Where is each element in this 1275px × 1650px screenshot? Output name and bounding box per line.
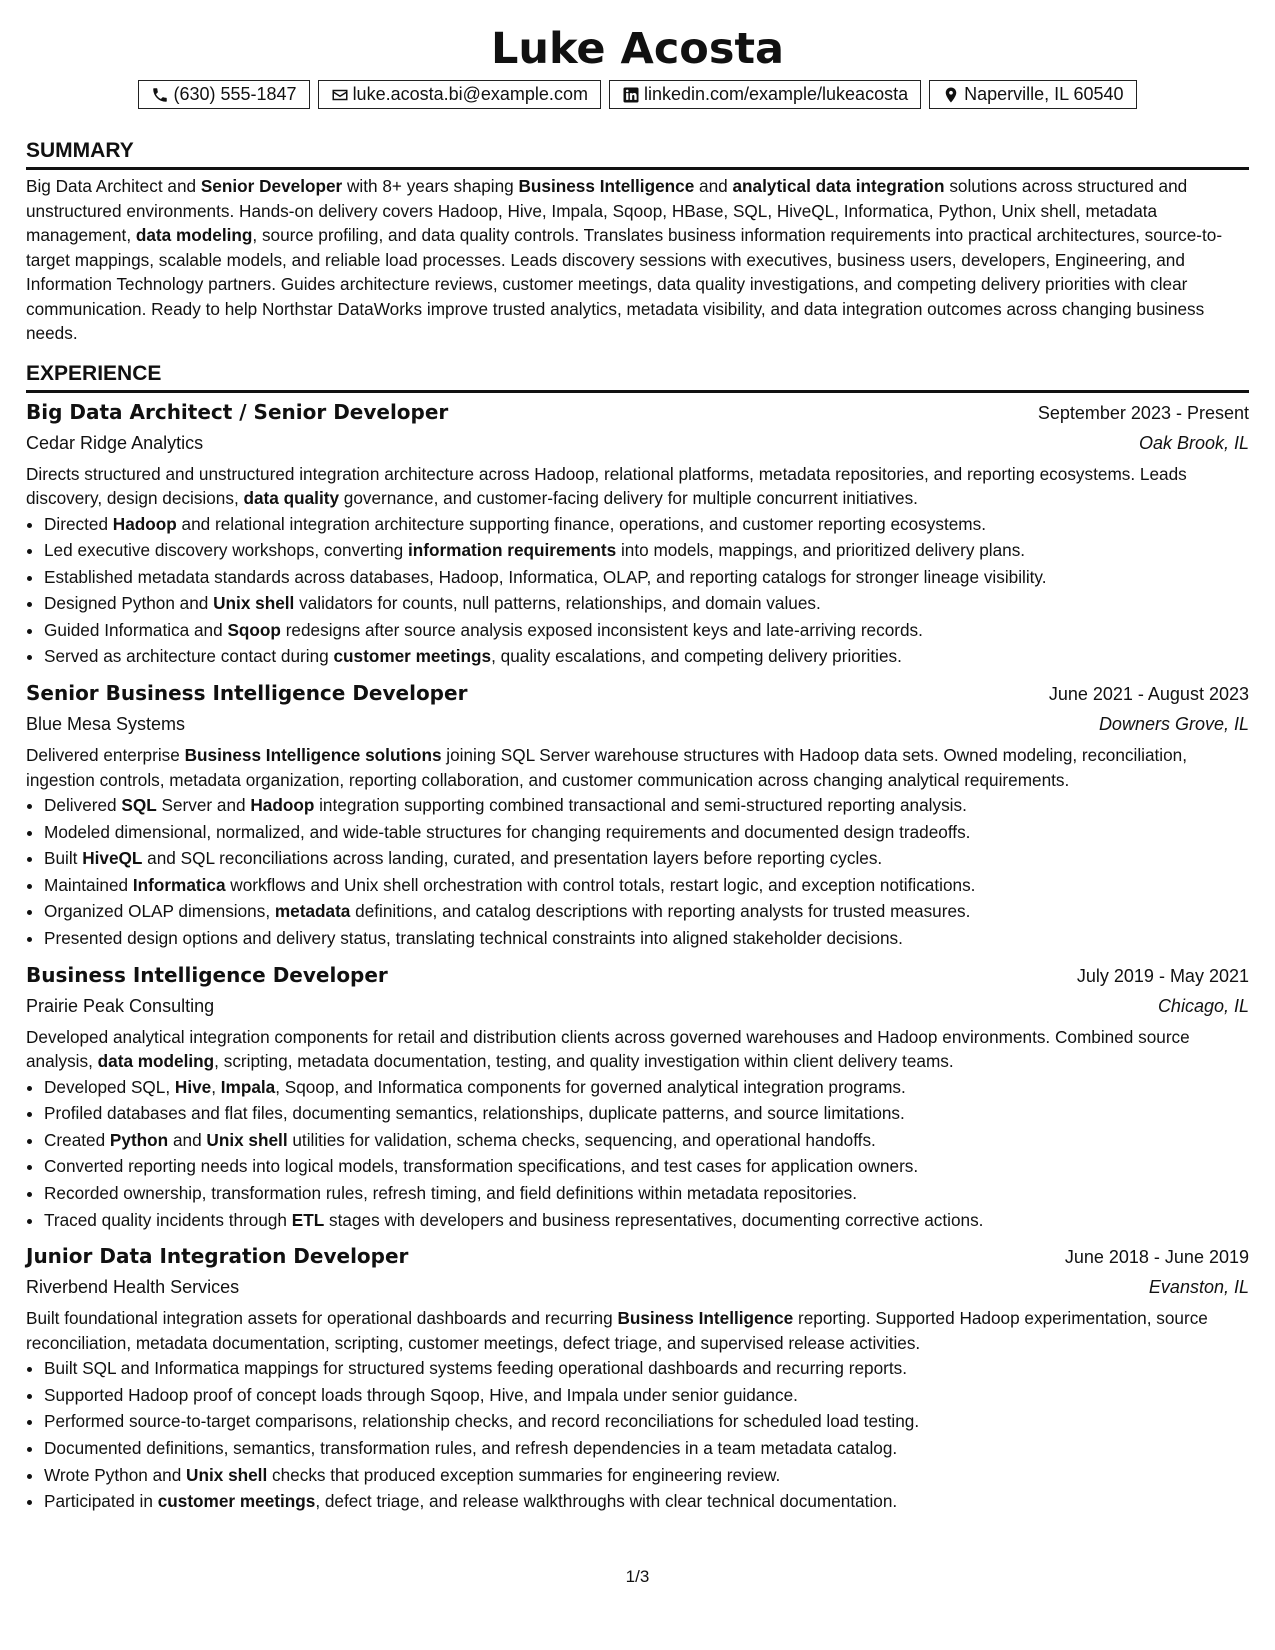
list-item: • Maintained Informatica workflows and Unix shell orchestration with control totals, restart logic, and exception notifications.: [44, 872, 1249, 899]
job-summary: Developed analytical integration components for retail and distribution clients across governed warehouses and Hadoop environments. Combined source analysis, data modeling, scripting, metadata documentation, testing, and quality investigation within client delivery teams.: [26, 1026, 1190, 1072]
job-summary: Directs structured and unstructured integration architecture across Hadoop, relational platforms, metadata repositories, and reporting ecosystems. Leads discovery, design decisions, data quality governance, and customer-facing delivery for multiple concurrent initiatives.: [26, 463, 1187, 508]
list-item: • Modeled dimensional, normalized, and wide-table structures for changing requirements and documented design tradeoffs.: [44, 819, 1249, 846]
summary-heading: SUMMARY: [26, 139, 134, 162]
job-location: Oak Brook, IL: [1138, 432, 1249, 453]
job-entry: [26, 1241, 1249, 1515]
page-number: 1/3: [625, 1567, 650, 1586]
list-item: • Built SQL and Informatica mappings for structured systems feeding operational dashboards and recurring reports.: [44, 1355, 1249, 1382]
list-item: • Performed source-to-target comparisons, relationship checks, and record reconciliations for scheduled load testing.: [44, 1408, 1249, 1435]
list-item: • Supported Hadoop proof of concept loads through Sqoop, Hive, and Impala under senior guidance.: [44, 1382, 1249, 1409]
job-bullets: [26, 511, 1249, 671]
contact-linkedin[interactable]: [609, 80, 921, 109]
job-location: Chicago, IL: [1157, 995, 1249, 1016]
list-item: • Created Python and Unix shell utilities for validation, schema checks, sequencing, and operational handoffs.: [44, 1127, 1249, 1154]
job-dates: July 2019 - May 2021: [1076, 965, 1249, 986]
list-item: • Led executive discovery workshops, converting information requirements into models, mappings, and prioritized delivery plans.: [44, 537, 1249, 564]
job-dates: June 2021 - August 2023: [1048, 684, 1249, 705]
job-dates: September 2023 - Present: [1037, 402, 1249, 423]
contact-linkedin-text: linkedin.com/example/lukeacosta: [643, 84, 909, 104]
list-item: • Developed SQL, Hive, Impala, Sqoop, and Informatica components for governed analytical integration programs.: [44, 1074, 1249, 1101]
job-title: Junior Data Integration Developer: [26, 1244, 409, 1269]
company-name: Blue Mesa Systems: [26, 714, 186, 735]
company-name: Prairie Peak Consulting: [26, 995, 215, 1016]
summary-divider: [26, 167, 1249, 170]
experience-heading: EXPERIENCE: [26, 361, 162, 385]
list-item: • Served as architecture contact during customer meetings, quality escalations, and competing delivery priorities.: [44, 643, 1249, 670]
list-item: • Guided Informatica and Sqoop redesigns after source analysis exposed inconsistent keys and late-arriving records.: [44, 617, 1249, 644]
list-item: • Designed Python and Unix shell validators for counts, null patterns, relationships, and domain values.: [44, 590, 1249, 617]
list-item: • Recorded ownership, transformation rules, refresh timing, and field definitions within metadata repositories.: [44, 1180, 1249, 1207]
job-location: Downers Grove, IL: [1098, 714, 1249, 735]
job-title: Senior Business Intelligence Developer: [26, 681, 468, 706]
job-title: Business Intelligence Developer: [26, 962, 388, 987]
resume-page: [26, 22, 1249, 1523]
list-item: • Participated in customer meetings, defect triage, and release walkthroughs with clear technical documentation.: [44, 1488, 1249, 1515]
list-item: • Wrote Python and Unix shell checks that produced exception summaries for engineering review.: [44, 1462, 1249, 1489]
job-summary: Delivered enterprise Business Intelligence solutions joining SQL Server warehouse structures with Hadoop data sets. Owned modeling, reconciliation, ingestion controls, metadata organization, reporting collaboration, and customer communication across changing analytical requirements.: [26, 745, 1188, 790]
job-entry: [26, 397, 1249, 671]
list-item: • Delivered SQL Server and Hadoop integration supporting combined transactional and semi-structured reporting analysis.: [44, 792, 1249, 819]
contact-location: [929, 80, 1136, 109]
list-item: • Profiled databases and flat files, documenting semantics, relationships, duplicate patterns, and source limitations.: [44, 1100, 1249, 1127]
contact-location-text: Naperville, IL 60540: [964, 84, 1124, 104]
experience-divider: [26, 390, 1249, 393]
envelope-icon: [331, 86, 349, 104]
list-item: • Built HiveQL and SQL reconciliations across landing, curated, and presentation layers before reporting cycles.: [44, 845, 1249, 872]
job-dates: June 2018 - June 2019: [1064, 1247, 1249, 1268]
list-item: • Converted reporting needs into logical models, transformation specifications, and test cases for application owners.: [44, 1153, 1249, 1180]
job-location: Evanston, IL: [1148, 1277, 1249, 1298]
company-name: Riverbend Health Services: [26, 1277, 240, 1298]
contact-email[interactable]: [318, 80, 601, 109]
job-entry: [26, 678, 1249, 952]
list-item: • Traced quality incidents through ETL stages with developers and business representatives, documenting corrective actions.: [44, 1207, 1249, 1234]
contact-phone-text: (630) 555-1847: [173, 84, 297, 104]
job-bullets: [26, 1355, 1249, 1515]
candidate-name: Luke Acosta: [490, 24, 785, 74]
company-name: Cedar Ridge Analytics: [26, 432, 204, 453]
job-entry: [26, 960, 1249, 1234]
job-bullets: [26, 792, 1249, 952]
linkedin-icon: [622, 86, 640, 104]
list-item: • Presented design options and delivery status, translating technical constraints into aligned stakeholder decisions.: [44, 925, 1249, 952]
job-title: Big Data Architect / Senior Developer: [26, 399, 449, 424]
list-item: • Documented definitions, semantics, transformation rules, and refresh dependencies in a team metadata catalog.: [44, 1435, 1249, 1462]
list-item: • Established metadata standards across databases, Hadoop, Informatica, OLAP, and reporting catalogs for stronger lineage visibility.: [44, 564, 1249, 591]
list-item: • Directed Hadoop and relational integration architecture supporting finance, operations, and customer reporting ecosystems.: [44, 511, 1249, 538]
summary-text: Big Data Architect and Senior Developer with 8+ years shaping Business Intelligence and analytical data integration solutions across structured and unstructured environments. Hands-on delivery covers Hadoop, Hive, Impala, Sqoop, HBase, SQL, HiveQL, Informatica, Python, Unix shell, metadata management, data modeling, source profiling, and data quality controls. Translates business information requirements into practical architectures, source-to-target mappings, scalable models, and reliable load processes. Leads discovery sessions with executives, business users, developers, Engineering, and Information Technology partners. Guides architecture reviews, customer meetings, data quality investigations, and competing delivery priorities with clear communication. Ready to help Northstar DataWorks improve trusted analytics, metadata visibility, and data integration outcomes across changing business needs.: [26, 176, 1223, 343]
contact-bar: [26, 80, 1249, 109]
job-summary: Built foundational integration assets for operational dashboards and recurring Business Intelligence reporting. Supported Hadoop experimentation, source reconciliation, metadata documentation, scripting, customer meetings, defect triage, and supervised release activities.: [26, 1308, 1208, 1353]
map-pin-icon: [942, 86, 960, 104]
job-bullets: [26, 1074, 1249, 1234]
contact-email-text: luke.acosta.bi@example.com: [352, 84, 588, 104]
contact-phone[interactable]: [138, 80, 309, 109]
phone-icon: [151, 86, 169, 104]
list-item: • Organized OLAP dimensions, metadata definitions, and catalog descriptions with reporting analysts for trusted measures.: [44, 898, 1249, 925]
